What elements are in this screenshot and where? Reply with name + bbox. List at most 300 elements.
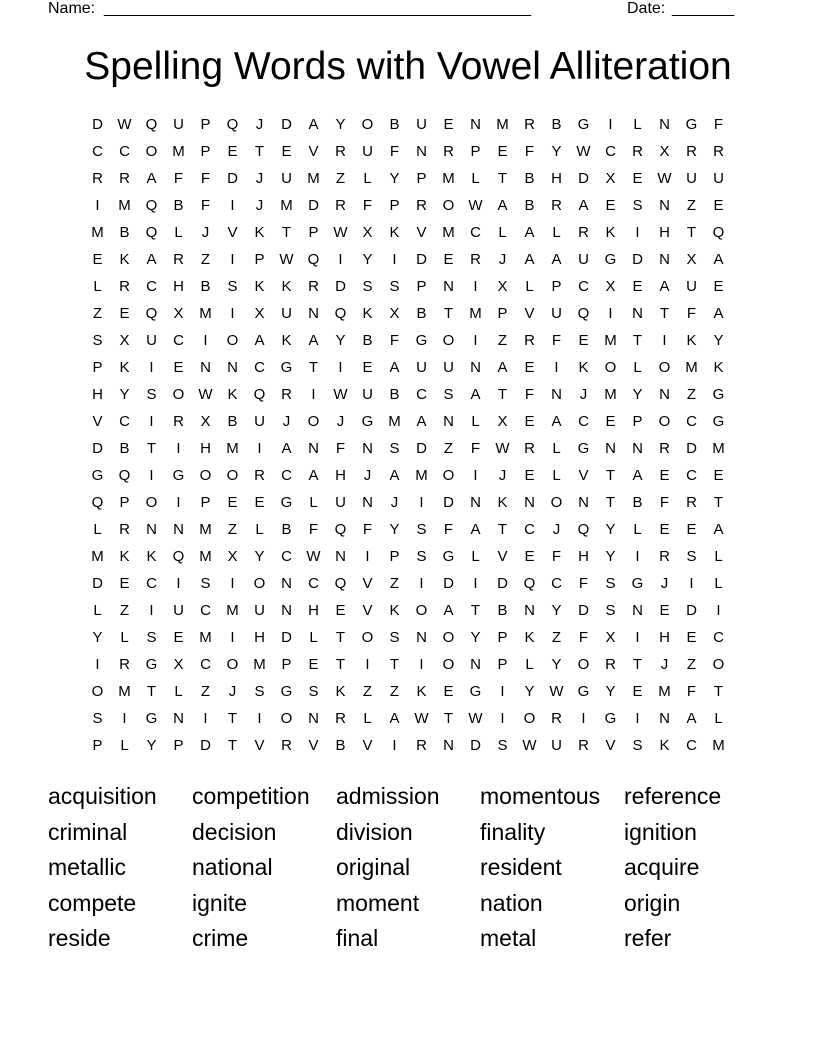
grid-letter[interactable]: N xyxy=(632,440,643,457)
grid-letter[interactable]: P xyxy=(308,224,319,241)
grid-letter[interactable]: D xyxy=(632,251,643,268)
grid-letter[interactable]: T xyxy=(389,656,400,673)
grid-letter[interactable]: E xyxy=(173,629,184,646)
grid-letter[interactable]: N xyxy=(632,602,643,619)
grid-letter[interactable]: S xyxy=(200,575,211,592)
grid-letter[interactable]: D xyxy=(92,575,103,592)
grid-letter[interactable]: I xyxy=(230,629,235,646)
grid-letter[interactable]: C xyxy=(578,278,589,295)
grid-letter[interactable]: C xyxy=(686,467,697,484)
grid-letter[interactable]: Z xyxy=(200,683,211,700)
grid-letter[interactable]: C xyxy=(578,413,589,430)
grid-letter[interactable]: S xyxy=(92,332,103,349)
grid-letter[interactable]: V xyxy=(308,737,319,754)
grid-letter[interactable]: I xyxy=(149,413,154,430)
grid-letter[interactable]: E xyxy=(227,143,238,160)
grid-letter[interactable]: C xyxy=(470,224,481,241)
grid-letter[interactable]: I xyxy=(662,332,667,349)
grid-letter[interactable]: G xyxy=(712,413,725,430)
grid-letter[interactable]: Z xyxy=(335,170,346,187)
grid-letter[interactable]: M xyxy=(172,143,185,160)
grid-letter[interactable]: Y xyxy=(524,683,535,700)
grid-letter[interactable]: P xyxy=(119,494,130,511)
grid-letter[interactable]: S xyxy=(92,710,103,727)
grid-letter[interactable]: W xyxy=(468,710,483,727)
grid-letter[interactable]: A xyxy=(308,116,319,133)
grid-letter[interactable]: N xyxy=(308,305,319,322)
grid-letter[interactable]: P xyxy=(200,494,211,511)
grid-letter[interactable]: C xyxy=(605,143,616,160)
grid-letter[interactable]: C xyxy=(146,575,157,592)
grid-letter[interactable]: D xyxy=(92,116,103,133)
grid-letter[interactable]: L xyxy=(309,494,318,511)
grid-letter[interactable]: M xyxy=(226,602,239,619)
grid-letter[interactable]: N xyxy=(524,602,535,619)
grid-letter[interactable]: T xyxy=(632,332,643,349)
grid-letter[interactable]: K xyxy=(281,332,292,349)
grid-letter[interactable]: R xyxy=(659,440,670,457)
grid-letter[interactable]: L xyxy=(363,170,372,187)
grid-letter[interactable]: U xyxy=(551,737,562,754)
grid-letter[interactable]: V xyxy=(416,224,427,241)
grid-letter[interactable]: T xyxy=(632,656,643,673)
grid-letter[interactable]: R xyxy=(470,251,481,268)
grid-letter[interactable]: D xyxy=(470,737,481,754)
grid-letter[interactable]: P xyxy=(92,737,103,754)
grid-letter[interactable]: X xyxy=(497,413,508,430)
grid-letter[interactable]: I xyxy=(689,575,694,592)
grid-letter[interactable]: K xyxy=(605,224,616,241)
grid-letter[interactable]: I xyxy=(419,575,424,592)
grid-letter[interactable]: R xyxy=(578,224,589,241)
grid-letter[interactable]: Z xyxy=(443,440,454,457)
grid-letter[interactable]: F xyxy=(578,629,589,646)
grid-letter[interactable]: R xyxy=(119,278,130,295)
grid-letter[interactable]: R xyxy=(173,251,184,268)
grid-letter[interactable]: M xyxy=(253,656,266,673)
grid-letter[interactable]: B xyxy=(119,440,130,457)
grid-letter[interactable]: E xyxy=(443,683,454,700)
grid-letter[interactable]: J xyxy=(363,467,372,484)
grid-letter[interactable]: B xyxy=(281,521,292,538)
grid-letter[interactable]: R xyxy=(335,197,346,214)
grid-letter[interactable]: M xyxy=(712,737,725,754)
grid-letter[interactable]: N xyxy=(173,710,184,727)
grid-letter[interactable]: T xyxy=(227,710,238,727)
grid-letter[interactable]: S xyxy=(632,737,643,754)
grid-letter[interactable]: O xyxy=(712,656,725,673)
grid-letter[interactable]: D xyxy=(281,629,292,646)
name-blank-line[interactable]: ________________________________________________ xyxy=(104,0,532,17)
grid-letter[interactable]: X xyxy=(173,656,184,673)
grid-letter[interactable]: F xyxy=(524,143,535,160)
grid-letter[interactable]: M xyxy=(91,224,104,241)
grid-letter[interactable]: N xyxy=(308,440,319,457)
grid-letter[interactable]: X xyxy=(119,332,130,349)
grid-letter[interactable]: I xyxy=(257,710,262,727)
grid-letter[interactable]: G xyxy=(280,683,293,700)
grid-letter[interactable]: O xyxy=(91,683,104,700)
grid-letter[interactable]: I xyxy=(473,332,478,349)
grid-letter[interactable]: X xyxy=(605,629,616,646)
grid-letter[interactable]: O xyxy=(604,359,617,376)
grid-letter[interactable]: A xyxy=(551,251,562,268)
grid-letter[interactable]: O xyxy=(307,413,320,430)
grid-letter[interactable]: W xyxy=(333,386,348,403)
grid-letter[interactable]: V xyxy=(362,737,373,754)
grid-letter[interactable]: Y xyxy=(551,143,562,160)
grid-letter[interactable]: D xyxy=(92,440,103,457)
grid-letter[interactable]: M xyxy=(496,116,509,133)
grid-letter[interactable]: A xyxy=(524,224,535,241)
grid-letter[interactable]: X xyxy=(497,278,508,295)
grid-letter[interactable]: T xyxy=(146,683,157,700)
grid-letter[interactable]: N xyxy=(227,359,238,376)
grid-letter[interactable]: O xyxy=(361,629,374,646)
grid-letter[interactable]: N xyxy=(578,494,589,511)
grid-letter[interactable]: C xyxy=(254,359,265,376)
grid-letter[interactable]: O xyxy=(226,332,239,349)
grid-letter[interactable]: M xyxy=(604,386,617,403)
grid-letter[interactable]: N xyxy=(416,143,427,160)
grid-letter[interactable]: A xyxy=(713,251,724,268)
grid-letter[interactable]: F xyxy=(713,116,724,133)
grid-letter[interactable]: E xyxy=(524,359,535,376)
grid-letter[interactable]: M xyxy=(199,548,212,565)
grid-letter[interactable]: J xyxy=(282,413,291,430)
grid-letter[interactable]: O xyxy=(442,467,455,484)
grid-letter[interactable]: G xyxy=(145,710,158,727)
grid-letter[interactable]: R xyxy=(605,656,616,673)
grid-letter[interactable]: I xyxy=(230,575,235,592)
grid-letter[interactable]: Z xyxy=(389,683,400,700)
grid-letter[interactable]: M xyxy=(199,305,212,322)
grid-letter[interactable]: B xyxy=(389,386,400,403)
grid-letter[interactable]: R xyxy=(119,656,130,673)
grid-letter[interactable]: X xyxy=(227,548,238,565)
grid-letter[interactable]: O xyxy=(145,494,158,511)
grid-letter[interactable]: M xyxy=(469,305,482,322)
grid-letter[interactable]: N xyxy=(281,602,292,619)
grid-letter[interactable]: E xyxy=(281,143,292,160)
grid-letter[interactable]: C xyxy=(713,629,724,646)
grid-letter[interactable]: S xyxy=(416,548,427,565)
grid-letter[interactable]: D xyxy=(416,440,427,457)
grid-letter[interactable]: C xyxy=(416,386,427,403)
grid-letter[interactable]: V xyxy=(605,737,616,754)
grid-letter[interactable]: Q xyxy=(307,251,320,268)
grid-letter[interactable]: B xyxy=(362,332,373,349)
grid-letter[interactable]: H xyxy=(551,170,562,187)
grid-letter[interactable]: I xyxy=(635,710,640,727)
grid-letter[interactable]: W xyxy=(414,710,429,727)
grid-letter[interactable]: B xyxy=(497,602,508,619)
grid-letter[interactable]: A xyxy=(389,710,400,727)
grid-letter[interactable]: F xyxy=(173,170,184,187)
grid-letter[interactable]: B xyxy=(335,737,346,754)
grid-letter[interactable]: W xyxy=(657,170,672,187)
grid-letter[interactable]: X xyxy=(605,278,616,295)
grid-letter[interactable]: O xyxy=(226,656,239,673)
grid-letter[interactable]: L xyxy=(93,521,102,538)
grid-letter[interactable]: P xyxy=(281,656,292,673)
grid-letter[interactable]: E xyxy=(92,251,103,268)
grid-letter[interactable]: X xyxy=(686,251,697,268)
grid-letter[interactable]: Y xyxy=(362,251,373,268)
grid-letter[interactable]: T xyxy=(308,359,319,376)
grid-letter[interactable]: F xyxy=(686,305,697,322)
grid-letter[interactable]: H xyxy=(308,602,319,619)
grid-letter[interactable]: Y xyxy=(389,170,400,187)
grid-letter[interactable]: C xyxy=(524,521,535,538)
grid-letter[interactable]: E xyxy=(335,602,346,619)
grid-letter[interactable]: R xyxy=(686,143,697,160)
grid-letter[interactable]: K xyxy=(416,683,427,700)
grid-letter[interactable]: E xyxy=(119,305,130,322)
grid-letter[interactable]: P xyxy=(200,116,211,133)
grid-letter[interactable]: O xyxy=(253,575,266,592)
grid-letter[interactable]: J xyxy=(660,575,669,592)
grid-letter[interactable]: O xyxy=(280,710,293,727)
grid-letter[interactable]: Z xyxy=(686,656,697,673)
grid-letter[interactable]: B xyxy=(416,305,427,322)
grid-letter[interactable]: T xyxy=(227,737,238,754)
grid-letter[interactable]: Q xyxy=(145,116,158,133)
grid-letter[interactable]: I xyxy=(203,710,208,727)
grid-letter[interactable]: I xyxy=(635,224,640,241)
grid-letter[interactable]: R xyxy=(92,170,103,187)
grid-letter[interactable]: C xyxy=(173,332,184,349)
grid-letter[interactable]: Q xyxy=(577,521,590,538)
grid-letter[interactable]: T xyxy=(497,170,508,187)
grid-letter[interactable]: P xyxy=(254,251,265,268)
grid-letter[interactable]: O xyxy=(577,656,590,673)
grid-letter[interactable]: K xyxy=(254,224,265,241)
grid-letter[interactable]: E xyxy=(713,278,724,295)
grid-letter[interactable]: I xyxy=(473,575,478,592)
grid-letter[interactable]: M xyxy=(118,683,131,700)
grid-letter[interactable]: N xyxy=(470,116,481,133)
grid-letter[interactable]: L xyxy=(309,629,318,646)
grid-letter[interactable]: A xyxy=(686,710,697,727)
grid-letter[interactable]: S xyxy=(146,386,157,403)
grid-letter[interactable]: E xyxy=(497,143,508,160)
grid-letter[interactable]: Y xyxy=(632,386,643,403)
grid-letter[interactable]: M xyxy=(199,629,212,646)
grid-letter[interactable]: A xyxy=(308,467,319,484)
grid-letter[interactable]: O xyxy=(199,467,212,484)
grid-letter[interactable]: N xyxy=(362,440,373,457)
grid-letter[interactable]: S xyxy=(254,683,265,700)
grid-letter[interactable]: C xyxy=(686,737,697,754)
grid-letter[interactable]: T xyxy=(335,656,346,673)
grid-letter[interactable]: E xyxy=(173,359,184,376)
grid-letter[interactable]: T xyxy=(605,494,616,511)
grid-letter[interactable]: N xyxy=(659,710,670,727)
grid-letter[interactable]: R xyxy=(524,332,535,349)
grid-letter[interactable]: Q xyxy=(334,575,347,592)
grid-letter[interactable]: U xyxy=(362,143,373,160)
grid-letter[interactable]: A xyxy=(146,170,157,187)
grid-letter[interactable]: K xyxy=(497,494,508,511)
grid-letter[interactable]: K xyxy=(389,224,400,241)
grid-letter[interactable]: U xyxy=(443,359,454,376)
grid-letter[interactable]: S xyxy=(146,629,157,646)
grid-letter[interactable]: K xyxy=(713,359,724,376)
grid-letter[interactable]: N xyxy=(443,737,454,754)
grid-letter[interactable]: I xyxy=(365,548,370,565)
grid-letter[interactable]: D xyxy=(497,575,508,592)
grid-letter[interactable]: F xyxy=(551,332,562,349)
grid-letter[interactable]: O xyxy=(145,143,158,160)
grid-letter[interactable]: O xyxy=(442,656,455,673)
grid-letter[interactable]: P xyxy=(416,170,427,187)
grid-letter[interactable]: C xyxy=(119,143,130,160)
grid-letter[interactable]: O xyxy=(415,602,428,619)
grid-letter[interactable]: W xyxy=(306,548,321,565)
grid-letter[interactable]: I xyxy=(608,116,613,133)
grid-letter[interactable]: I xyxy=(473,467,478,484)
grid-letter[interactable]: K xyxy=(335,683,346,700)
grid-letter[interactable]: F xyxy=(470,440,481,457)
grid-letter[interactable]: C xyxy=(92,143,103,160)
grid-letter[interactable]: G xyxy=(712,386,725,403)
grid-letter[interactable]: C xyxy=(200,656,211,673)
grid-letter[interactable]: G xyxy=(442,548,455,565)
grid-letter[interactable]: E xyxy=(659,467,670,484)
grid-letter[interactable]: U xyxy=(713,170,724,187)
grid-letter[interactable]: Q xyxy=(523,575,536,592)
grid-letter[interactable]: A xyxy=(713,521,724,538)
grid-letter[interactable]: I xyxy=(419,656,424,673)
grid-letter[interactable]: G xyxy=(91,467,104,484)
grid-letter[interactable]: F xyxy=(659,494,670,511)
grid-letter[interactable]: J xyxy=(579,386,588,403)
grid-letter[interactable]: K xyxy=(659,737,670,754)
grid-letter[interactable]: V xyxy=(362,575,373,592)
grid-letter[interactable]: F xyxy=(200,170,211,187)
grid-letter[interactable]: C xyxy=(146,278,157,295)
grid-letter[interactable]: J xyxy=(336,413,345,430)
grid-letter[interactable]: E xyxy=(659,521,670,538)
grid-letter[interactable]: L xyxy=(93,602,102,619)
grid-letter[interactable]: L xyxy=(93,278,102,295)
grid-letter[interactable]: Q xyxy=(145,197,158,214)
grid-letter[interactable]: Z xyxy=(227,521,238,538)
grid-letter[interactable]: G xyxy=(685,116,698,133)
grid-letter[interactable]: R xyxy=(119,521,130,538)
grid-letter[interactable]: L xyxy=(255,521,264,538)
grid-letter[interactable]: A xyxy=(281,440,292,457)
grid-letter[interactable]: X xyxy=(254,305,265,322)
grid-letter[interactable]: H xyxy=(659,224,670,241)
grid-letter[interactable]: E xyxy=(713,467,724,484)
grid-letter[interactable]: Z xyxy=(551,629,562,646)
grid-letter[interactable]: O xyxy=(658,359,671,376)
grid-letter[interactable]: L xyxy=(471,170,480,187)
grid-letter[interactable]: E xyxy=(443,251,454,268)
grid-letter[interactable]: U xyxy=(254,413,265,430)
grid-letter[interactable]: N xyxy=(605,440,616,457)
grid-letter[interactable]: M xyxy=(685,359,698,376)
grid-letter[interactable]: H xyxy=(173,278,184,295)
grid-letter[interactable]: E xyxy=(227,494,238,511)
grid-letter[interactable]: R xyxy=(173,413,184,430)
grid-letter[interactable]: R xyxy=(713,143,724,160)
grid-letter[interactable]: P xyxy=(389,548,400,565)
grid-letter[interactable]: A xyxy=(497,197,508,214)
grid-letter[interactable]: F xyxy=(362,197,373,214)
grid-letter[interactable]: L xyxy=(471,413,480,430)
grid-letter[interactable]: T xyxy=(335,629,346,646)
grid-letter[interactable]: M xyxy=(199,521,212,538)
grid-letter[interactable]: M xyxy=(280,197,293,214)
grid-letter[interactable]: O xyxy=(442,332,455,349)
grid-letter[interactable]: A xyxy=(659,278,670,295)
grid-letter[interactable]: H xyxy=(335,467,346,484)
grid-letter[interactable]: S xyxy=(227,278,238,295)
grid-letter[interactable]: M xyxy=(307,170,320,187)
grid-letter[interactable]: F xyxy=(389,143,400,160)
grid-letter[interactable]: D xyxy=(578,602,589,619)
grid-letter[interactable]: A xyxy=(578,197,589,214)
grid-letter[interactable]: I xyxy=(95,197,100,214)
grid-letter[interactable]: E xyxy=(524,548,535,565)
grid-letter[interactable]: M xyxy=(442,224,455,241)
grid-letter[interactable]: R xyxy=(524,116,535,133)
grid-letter[interactable]: D xyxy=(335,278,346,295)
grid-letter[interactable]: W xyxy=(333,224,348,241)
grid-letter[interactable]: I xyxy=(257,440,262,457)
grid-letter[interactable]: L xyxy=(120,629,129,646)
grid-letter[interactable]: Q xyxy=(145,305,158,322)
grid-letter[interactable]: R xyxy=(308,278,319,295)
grid-letter[interactable]: G xyxy=(145,656,158,673)
grid-letter[interactable]: Q xyxy=(91,494,104,511)
grid-letter[interactable]: A xyxy=(308,332,319,349)
grid-letter[interactable]: G xyxy=(280,494,293,511)
grid-letter[interactable]: A xyxy=(713,305,724,322)
grid-letter[interactable]: W xyxy=(117,116,132,133)
grid-letter[interactable]: F xyxy=(335,440,346,457)
grid-letter[interactable]: I xyxy=(230,197,235,214)
grid-letter[interactable]: W xyxy=(279,251,294,268)
grid-letter[interactable]: K xyxy=(119,548,130,565)
grid-letter[interactable]: X xyxy=(389,305,400,322)
grid-letter[interactable]: V xyxy=(524,305,535,322)
grid-letter[interactable]: L xyxy=(552,224,561,241)
grid-letter[interactable]: K xyxy=(578,359,589,376)
grid-letter[interactable]: V xyxy=(92,413,103,430)
grid-letter[interactable]: E xyxy=(632,683,643,700)
grid-letter[interactable]: K xyxy=(281,278,292,295)
grid-letter[interactable]: R xyxy=(686,494,697,511)
grid-letter[interactable]: X xyxy=(200,413,211,430)
grid-letter[interactable]: A xyxy=(632,467,643,484)
grid-letter[interactable]: N xyxy=(632,305,643,322)
grid-letter[interactable]: U xyxy=(686,278,697,295)
grid-letter[interactable]: O xyxy=(442,629,455,646)
grid-letter[interactable]: I xyxy=(230,305,235,322)
grid-letter[interactable]: A xyxy=(470,521,481,538)
grid-letter[interactable]: E xyxy=(443,116,454,133)
grid-letter[interactable]: V xyxy=(497,548,508,565)
grid-letter[interactable]: S xyxy=(686,548,697,565)
grid-letter[interactable]: O xyxy=(226,467,239,484)
grid-letter[interactable]: T xyxy=(659,305,670,322)
grid-letter[interactable]: P xyxy=(173,737,184,754)
grid-letter[interactable]: L xyxy=(552,440,561,457)
